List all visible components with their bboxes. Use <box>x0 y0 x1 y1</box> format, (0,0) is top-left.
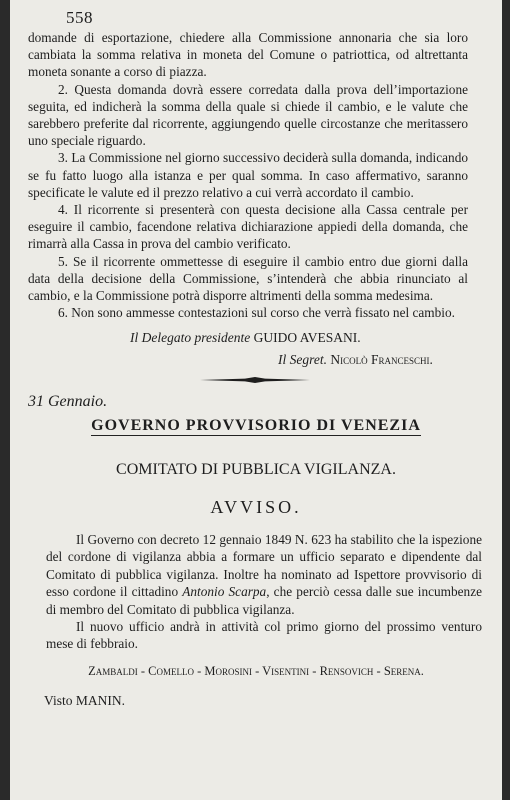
government-heading <box>10 417 502 435</box>
date-heading <box>28 393 107 411</box>
signature-delegate <box>130 330 361 346</box>
regulation-text <box>28 29 468 321</box>
paragraph-continuation: domande di esportazione, chiedere alla Commissione annonaria che sia loro cambiata la somma relativa in moneta del Comune o patriottica, od altrettanta moneta sonante a corso di piazza. <box>28 30 468 80</box>
government-heading-text: GOVERNO PROVVISORIO DI VENEZIA <box>91 417 421 434</box>
notice-appointee-name: Antonio Scarpa <box>182 584 267 600</box>
signature-delegate-role: Il Delegato presidente <box>130 330 251 345</box>
signature-delegate-name: GUIDO AVESANI. <box>253 330 361 345</box>
ornamental-rule <box>200 376 310 384</box>
committee-members: Zambaldi - Comello - Morosini - Visentini - Rensovich - Serena. <box>88 664 424 678</box>
date-text: 31 Gennaio. <box>28 393 108 410</box>
page-number: 558 <box>66 8 93 27</box>
notice-heading: AVVISO. <box>210 497 302 517</box>
committee-heading: COMITATO DI PUBBLICA VIGILANZA. <box>116 461 396 478</box>
notice-part-2: , che perciò cessa dalle sue incumbenze di membro del Comitato di pubblica vigilanza. <box>46 584 482 617</box>
notice-paragraph-2: Il nuovo ufficio andrà in attività col primo giorno del prossimo venturo mese di febbraio. <box>46 619 482 652</box>
signature-secretary-role: Il Segret. <box>278 352 327 367</box>
paragraph-4: 4. Il ricorrente si presenterà con questa decisione alla Cassa centrale per eseguire il cambio, facendone relativa dichiarazione appiedi della domanda, che rimarrà alla Cassa in prova del cambio verificato. <box>28 202 468 252</box>
signature-secretary <box>278 352 433 368</box>
paragraph-6: 6. Non sono ammesse contestazioni sul corso che verrà fissato nel cambio. <box>58 305 455 321</box>
paragraph-5: 5. Se il ricorrente ommettesse di eseguire il cambio entro due giorni dalla data della decisione della Commissione, s’intenderà che abbia rinunciato al cambio, e la Commissione potrà disporre altrimenti della somma medesima. <box>28 253 468 304</box>
visto-signature: Visto MANIN. <box>44 693 125 708</box>
document-page <box>10 0 502 800</box>
notice-part-1: Il Governo con decreto 12 gennaio 1849 N. 623 ha stabilito che la ispezione del cordone di vigilanza abbia a formare un ufficio separato e dipendente dal Comitato di pubblica vigilanza. Inoltre ha nominato ad Ispettore provvisorio di esso cordone il cittadino <box>46 532 482 600</box>
signature-secretary-name: Nicolò Franceschi. <box>330 352 433 367</box>
paragraph-2: 2. Questa domanda dovrà essere corredata dalla prova dell’importazione seguita, ed indicherà la somma della quale si chiede il cambio, e le valute che sarebbero preferite dal ricorrente, aggiungendo quelle circostanze che meritassero uno speciale riguardo. <box>28 81 468 149</box>
paragraph-3: 3. La Commissione nel giorno successivo deciderà sulla domanda, indicando se fu fatto luogo alla istanza e per qual somma. In caso affermativo, saranno specificate le valute ed il prezzo relativo a cui verrà accordato il cambio. <box>28 150 468 200</box>
notice-paragraph-1 <box>46 531 482 618</box>
notice-text <box>46 531 482 653</box>
